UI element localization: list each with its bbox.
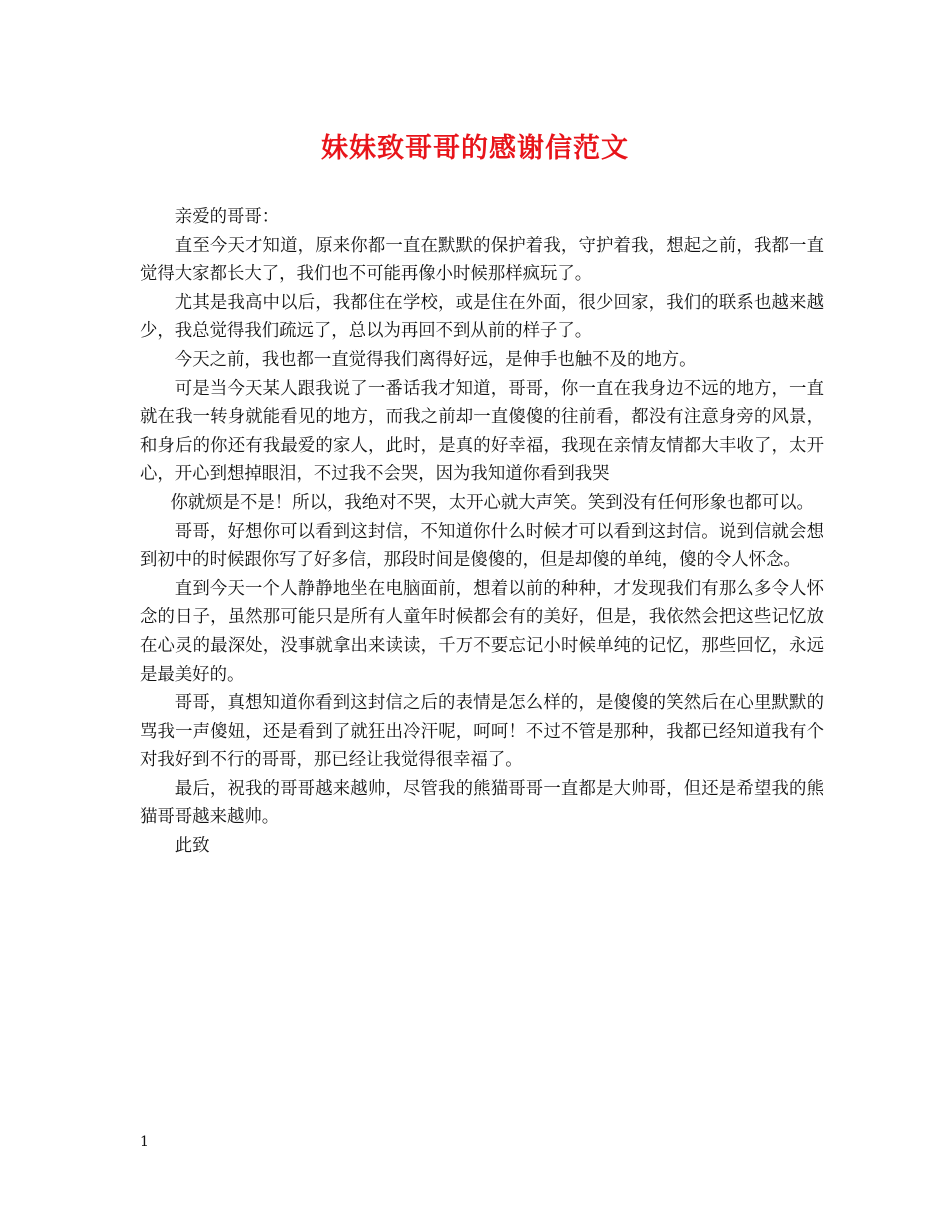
paragraph: 你就烦是不是！所以，我绝对不哭，太开心就大声笑。笑到没有任何形象也都可以。 (170, 492, 814, 513)
paragraph: 可是当今天某人跟我说了一番话我才知道，哥哥，你一直在我身边不远的地方，一直就在我一转身就能看见的地方，而我之前却一直傻傻的往前看，都没有注意身旁的风景，和身后的你还有我最爱的家人，此时，是真的好幸福，我现在亲情友情都大丰收了，太开心，开心到想掉眼泪，不过我不会哭，因为我知道你看到我哭 (140, 378, 824, 485)
page-number: 1 (140, 1134, 149, 1150)
document-title: 妹妹致哥哥的感谢信范文 (321, 133, 629, 164)
paragraph: 最后，祝我的哥哥越来越帅，尽管我的熊猫哥哥一直都是大帅哥，但还是希望我的熊猫哥哥越来越帅。 (140, 778, 824, 828)
paragraph: 哥哥，好想你可以看到这封信，不知道你什么时候才可以看到这封信。说到信就会想到初中的时候跟你写了好多信，那段时间是傻傻的，但是却傻的单纯，傻的令人怀念。 (140, 521, 824, 571)
paragraph: 直到今天一个人静静地坐在电脑面前，想着以前的种种，才发现我们有那么多令人怀念的日子，虽然那可能只是所有人童年时候都会有的美好，但是，我依然会把这些记忆放在心灵的最深处，没事就拿出来读读，千万不要忘记小时候单纯的记忆，那些回忆，永远是最美好的。 (140, 578, 824, 685)
salutation: 亲爱的哥哥： (174, 207, 280, 227)
letter-body (140, 203, 824, 861)
paragraph: 哥哥，真想知道你看到这封信之后的表情是怎么样的，是傻傻的笑然后在心里默默的骂我一声傻妞，还是看到了就狂出冷汗呢，呵呵！不过不管是那种，我都已经知道我有个对我好到不行的哥哥，那已经让我觉得很幸福了。 (140, 693, 824, 771)
paragraph: 尤其是我高中以后，我都住在学校，或是住在外面，很少回家，我们的联系也越来越少，我总觉得我们疏远了，总以为再回不到从前的样子了。 (140, 292, 824, 342)
paragraph: 今天之前，我也都一直觉得我们离得好远，是伸手也触不及的地方。 (174, 349, 697, 370)
closing: 此致 (174, 836, 210, 857)
paragraph: 直至今天才知道，原来你都一直在默默的保护着我，守护着我，想起之前，我都一直觉得大家都长大了，我们也不可能再像小时候那样疯玩了。 (140, 235, 824, 285)
